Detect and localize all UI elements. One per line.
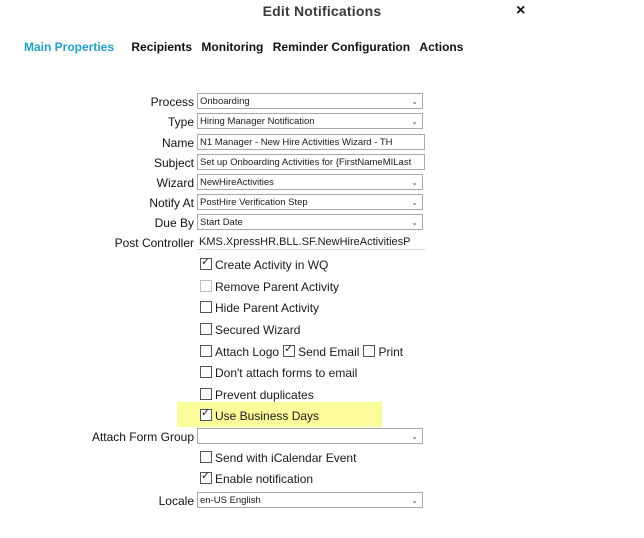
create-activity-label: Create Activity in WQ <box>215 258 329 272</box>
enable-notification-option[interactable] <box>200 471 313 487</box>
use-business-days-checkbox[interactable] <box>200 409 212 421</box>
process-row <box>0 93 644 111</box>
chevron-down-icon: ⌄ <box>411 198 418 207</box>
chevron-down-icon: ⌄ <box>411 97 418 106</box>
due-by-value: Start Date <box>200 217 243 228</box>
use-business-days-option[interactable] <box>200 408 319 424</box>
wizard-label: Wizard <box>156 176 194 190</box>
tab-main-properties[interactable]: Main Properties <box>24 40 115 54</box>
wizard-row <box>0 174 644 192</box>
name-row <box>0 134 644 152</box>
dialog-title: Edit Notifications <box>262 3 382 19</box>
subject-input[interactable]: Set up Onboarding Activities for {FirstNameMILast <box>197 154 425 170</box>
locale-value: en-US English <box>200 495 261 506</box>
prevent-duplicates-option[interactable] <box>200 387 314 403</box>
attach-form-group-row <box>0 428 644 446</box>
dont-attach-forms-option[interactable] <box>200 365 357 381</box>
prevent-duplicates-checkbox[interactable] <box>200 388 212 400</box>
wizard-select[interactable] <box>197 174 423 190</box>
enable-notification-label: Enable notification <box>215 472 314 486</box>
secured-wizard-label: Secured Wizard <box>215 323 301 337</box>
notify-at-row <box>0 194 644 212</box>
print-label: Print <box>378 345 404 359</box>
process-select[interactable] <box>197 93 423 109</box>
print-checkbox[interactable] <box>363 345 375 357</box>
secured-wizard-checkbox[interactable] <box>200 323 212 335</box>
remove-parent-option[interactable] <box>200 279 339 295</box>
create-activity-option[interactable] <box>200 257 328 273</box>
locale-select[interactable] <box>197 492 423 508</box>
dont-attach-forms-checkbox[interactable] <box>200 366 212 378</box>
use-business-days-label: Use Business Days <box>215 409 320 423</box>
attach-options-row <box>200 344 407 360</box>
hide-parent-label: Hide Parent Activity <box>215 301 320 315</box>
subject-label: Subject <box>153 156 194 170</box>
dont-attach-forms-label: Don't attach forms to email <box>215 366 358 380</box>
send-icalendar-label: Send with iCalendar Event <box>215 451 357 465</box>
send-email-label: Send Email <box>298 345 360 359</box>
chevron-down-icon: ⌄ <box>411 432 418 441</box>
check-icon: ✓ <box>201 470 211 482</box>
type-value: Hiring Manager Notification <box>200 116 315 127</box>
tab-bar <box>24 40 469 54</box>
post-controller-row <box>0 234 644 252</box>
remove-parent-checkbox[interactable] <box>200 280 212 292</box>
secured-wizard-option[interactable] <box>200 322 300 338</box>
attach-logo-label: Attach Logo <box>215 345 280 359</box>
type-row <box>0 113 644 131</box>
chevron-down-icon: ⌄ <box>411 218 418 227</box>
locale-label: Locale <box>158 494 194 508</box>
wizard-value: NewHireActivities <box>200 177 274 188</box>
attach-form-group-label: Attach Form Group <box>91 430 194 444</box>
name-input[interactable]: N1 Manager - New Hire Activities Wizard - TH <box>197 134 425 150</box>
check-icon: ✓ <box>201 256 211 268</box>
send-icalendar-option[interactable] <box>200 450 356 466</box>
check-icon: ✓ <box>201 407 211 419</box>
due-by-row <box>0 214 644 232</box>
due-by-label: Due By <box>154 216 194 230</box>
hide-parent-checkbox[interactable] <box>200 301 212 313</box>
locale-row <box>0 492 644 510</box>
chevron-down-icon: ⌄ <box>411 178 418 187</box>
due-by-select[interactable] <box>197 214 423 230</box>
check-icon: ✓ <box>284 343 294 355</box>
close-icon[interactable]: × <box>516 2 526 19</box>
notify-at-select[interactable] <box>197 194 423 210</box>
tab-monitoring[interactable]: Monitoring <box>201 40 264 54</box>
hide-parent-option[interactable] <box>200 300 319 316</box>
name-label: Name <box>161 136 194 150</box>
enable-notification-checkbox[interactable] <box>200 472 212 484</box>
type-select[interactable] <box>197 113 423 129</box>
attach-logo-checkbox[interactable] <box>200 345 212 357</box>
prevent-duplicates-label: Prevent duplicates <box>215 388 314 402</box>
remove-parent-label: Remove Parent Activity <box>215 280 340 294</box>
create-activity-checkbox[interactable] <box>200 258 212 270</box>
process-value: Onboarding <box>200 96 250 107</box>
tab-actions[interactable]: Actions <box>419 40 464 54</box>
attach-form-group-select[interactable] <box>197 428 423 444</box>
notify-at-label: Notify At <box>149 196 194 210</box>
print-option[interactable] <box>363 344 403 360</box>
post-controller-input[interactable]: KMS.XpressHR.BLL.SF.NewHireActivitiesP <box>197 234 425 250</box>
chevron-down-icon: ⌄ <box>411 496 418 505</box>
attach-logo-option[interactable] <box>200 344 279 360</box>
notify-at-value: PostHire Verification Step <box>200 197 308 208</box>
tab-recipients[interactable]: Recipients <box>131 40 193 54</box>
post-controller-label: Post Controller <box>114 236 194 250</box>
send-icalendar-checkbox[interactable] <box>200 451 212 463</box>
subject-row <box>0 154 644 172</box>
type-label: Type <box>167 115 194 129</box>
process-label: Process <box>150 95 194 109</box>
send-email-checkbox[interactable] <box>283 345 295 357</box>
tab-reminder-configuration[interactable]: Reminder Configuration <box>272 40 411 54</box>
chevron-down-icon: ⌄ <box>411 117 418 126</box>
send-email-option[interactable] <box>283 344 359 360</box>
